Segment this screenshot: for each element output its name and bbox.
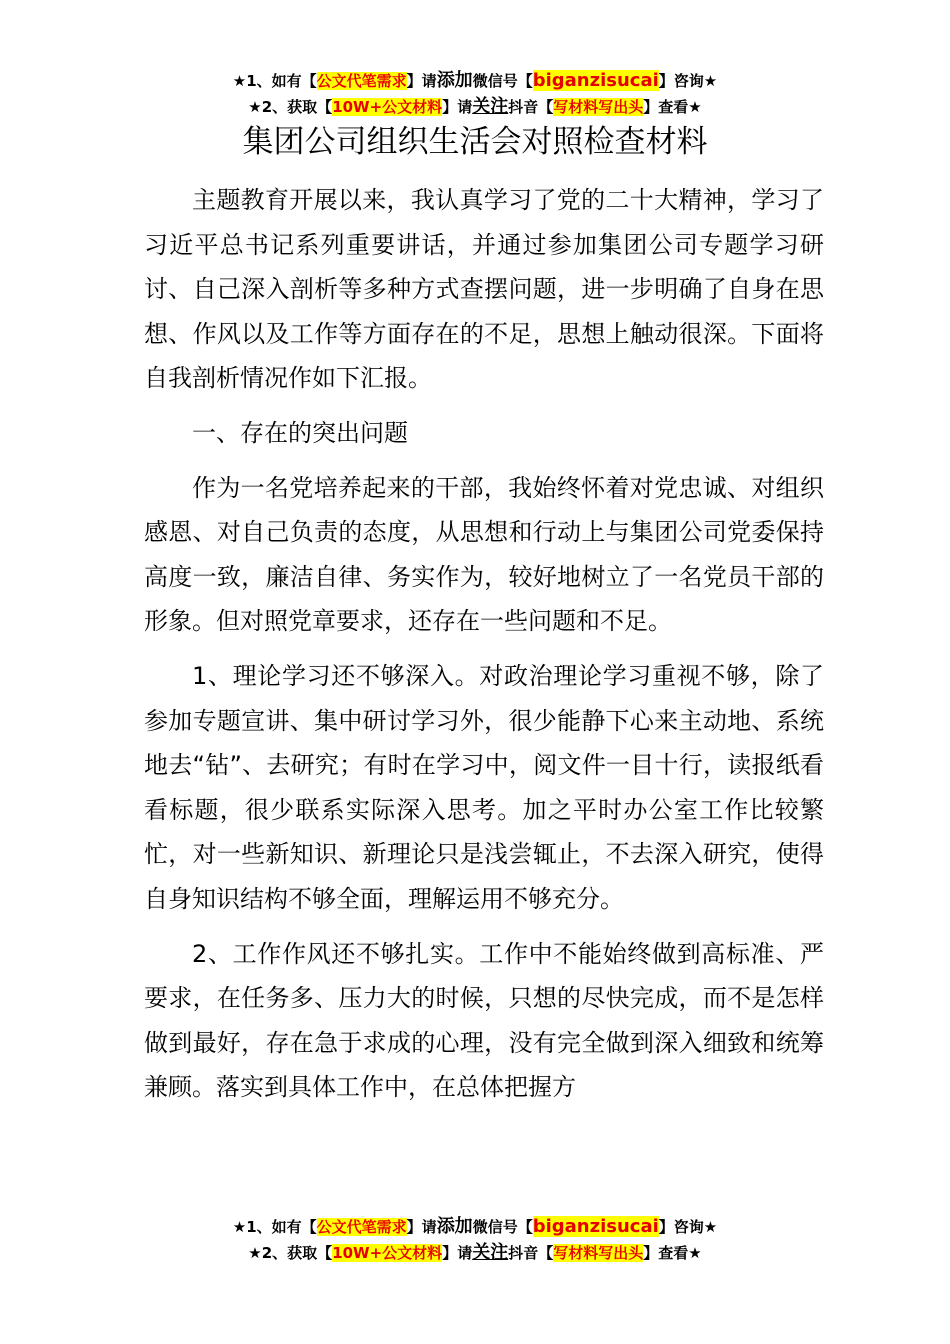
banner-text: 】请: [406, 72, 437, 90]
banner-text: ★1、如有【: [232, 1218, 317, 1236]
banner-highlight: 10W+公文材料: [332, 98, 443, 116]
banner-text: 】查看★: [643, 1244, 702, 1262]
banner-text: 】咨询★: [658, 72, 718, 90]
header-banner: [0, 68, 950, 120]
banner-line-2: [0, 1240, 950, 1266]
banner-douyin-id: 写材料写出头: [553, 98, 644, 116]
banner-highlight: 10W+公文材料: [332, 1244, 443, 1262]
banner-line-2: [0, 94, 950, 120]
banner-emphasis: 关注: [472, 1242, 509, 1263]
banner-text: 】请: [442, 98, 473, 116]
paragraph-intro: 主题教育开展以来，我认真学习了党的二十大精神，学习了习近平总书记系列重要讲话，并通过参加集团公司专题学习研讨、自己深入剖析等多种方式查摆问题，进一步明确了自身在思想、作风以及工作等方面存在的不足，思想上触动很深。下面将自我剖析情况作如下汇报。: [144, 186, 824, 393]
banner-line-1: [0, 1214, 950, 1240]
banner-wechat-id: biganzisucai: [532, 1216, 659, 1237]
document-title: 集团公司组织生活会对照检查材料: [242, 124, 708, 160]
paragraph-item-1: 1、理论学习还不够深入。对政治理论学习重视不够，除了参加专题宣讲、集中研讨学习外，很少能静下心来主动地、系统地去“钻”、去研究；有时在学习中，阅文件一目十行，读报纸看看标题，很少联系实际深入思考。加之平时办公室工作比较繁忙，对一些新知识、新理论只是浅尝辄止，不去深入研究，使得自身知识结构不够全面，理解运用不够充分。: [144, 661, 824, 913]
paragraph-item-2: 2、工作作风还不够扎实。工作中不能始终做到高标准、严要求，在任务多、压力大的时候，只想的尽快完成，而不是怎样做到最好，存在急于求成的心理，没有完全做到深入细致和统筹兼顾。落实到具体工作中，在总体把握方: [144, 939, 824, 1102]
banner-text: 抖音【: [508, 98, 554, 116]
banner-line-1: [0, 68, 950, 94]
footer-banner: [0, 1214, 950, 1266]
banner-emphasis: 关注: [472, 96, 509, 117]
banner-text: 】请: [406, 1218, 437, 1236]
banner-highlight: 公文代笔需求: [316, 1218, 407, 1236]
banner-emphasis: 添加: [436, 70, 473, 91]
banner-text: ★2、获取【: [248, 98, 333, 116]
banner-text: 】查看★: [643, 98, 702, 116]
banner-text: 微信号【: [472, 1218, 533, 1236]
banner-douyin-id: 写材料写出头: [553, 1244, 644, 1262]
banner-text: ★1、如有【: [232, 72, 317, 90]
banner-highlight: 公文代笔需求: [316, 72, 407, 90]
banner-text: 微信号【: [472, 72, 533, 90]
banner-wechat-id: biganzisucai: [532, 70, 659, 91]
banner-text: 】请: [442, 1244, 473, 1262]
section-heading: 一、存在的突出问题: [192, 418, 408, 447]
banner-text: 】咨询★: [658, 1218, 718, 1236]
paragraph: 作为一名党培养起来的干部，我始终怀着对党忠诚、对组织感恩、对自己负责的态度，从思想和行动上与集团公司党委保持高度一致，廉洁自律、务实作为，较好地树立了一名党员干部的形象。但对照党章要求，还存在一些问题和不足。: [144, 473, 824, 636]
banner-text: ★2、获取【: [248, 1244, 333, 1262]
banner-emphasis: 添加: [436, 1216, 473, 1237]
document-body: [144, 178, 824, 1110]
banner-text: 抖音【: [508, 1244, 554, 1262]
